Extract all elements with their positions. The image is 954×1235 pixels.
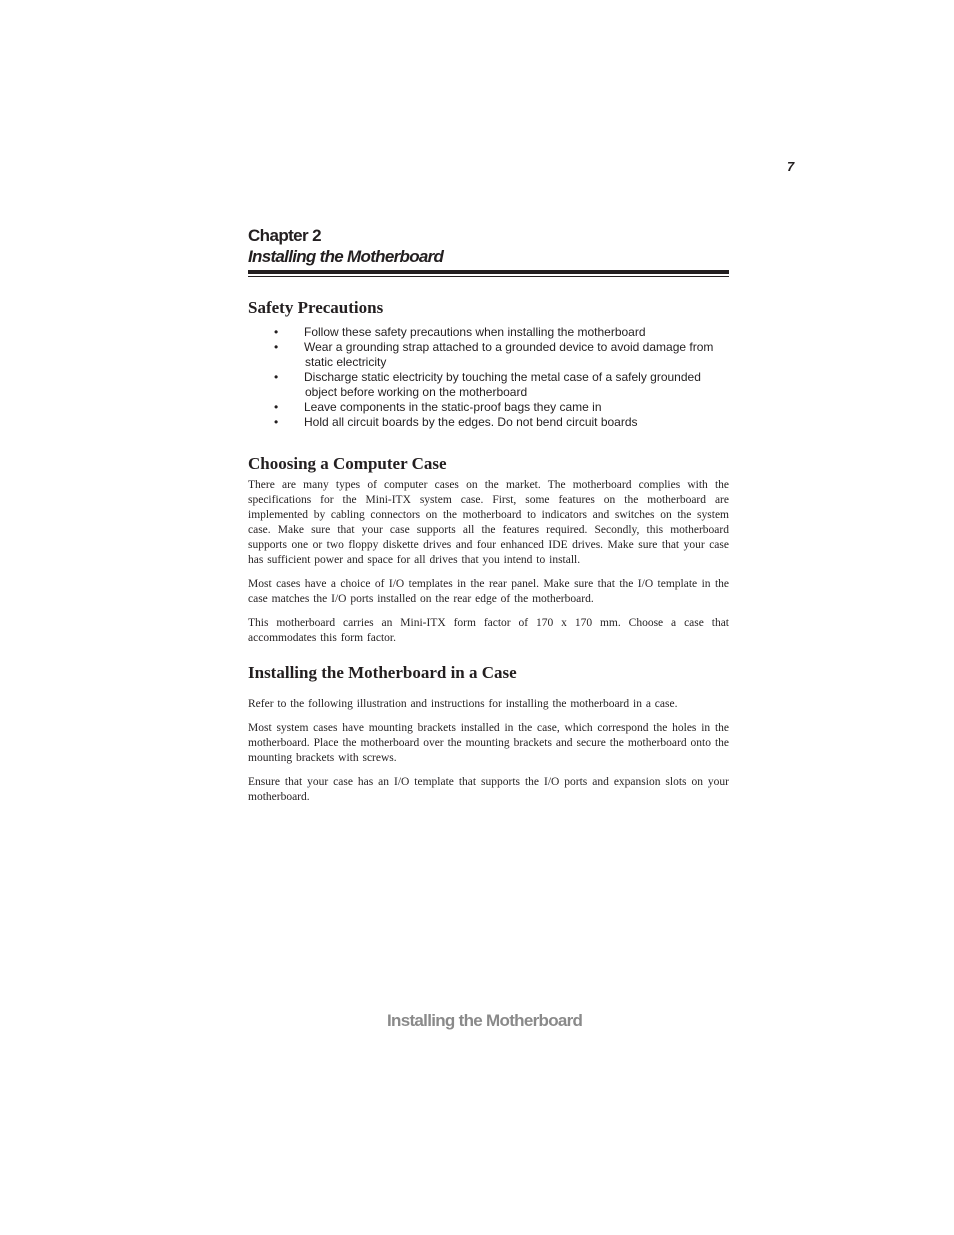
- footer-title: Installing the Motherboard: [387, 1011, 583, 1030]
- install-paragraph: Most system cases have mounting brackets installed in the case, which correspond the holes in the motherboard. Place the motherboard over the mounting brackets and secure the motherboard onto the mounting brackets with screws.: [248, 722, 729, 764]
- chapter-rule-thick: [248, 270, 729, 274]
- chapter-title: Installing the Motherboard: [248, 247, 444, 266]
- safety-heading: Safety Precautions: [248, 298, 384, 317]
- list-item-continuation: object before working on the motherboard: [305, 385, 528, 399]
- bullet-icon: •: [274, 400, 279, 414]
- bullet-icon: •: [274, 415, 279, 429]
- list-item: [248, 325, 729, 340]
- case-paragraph: There are many types of computer cases on the market. The motherboard complies with the specifications for the Mini-ITX system case. First, some features on the motherboard are implemented by cabling connectors on the motherboard to indicators and switches on the system case. Make sure that your case supports all the features required. Secondly, this motherboard supports one or two floppy diskette drives and four enhanced IDE drives. Make sure that your case has sufficient power and space for all drives that you intend to install.: [248, 479, 729, 566]
- case-paragraph: This motherboard carries an Mini-ITX form factor of 170 x 170 mm. Choose a case that accommodates this form factor.: [248, 617, 729, 644]
- safety-list: [248, 325, 729, 430]
- list-item-text: Leave components in the static-proof bags they came in: [304, 400, 602, 414]
- list-item-text: Follow these safety precautions when installing the motherboard: [304, 325, 646, 339]
- case-heading: Choosing a Computer Case: [248, 454, 447, 473]
- install-paragraph: Ensure that your case has an I/O template that supports the I/O ports and expansion slots on your motherboard.: [248, 776, 729, 803]
- list-item-text: Wear a grounding strap attached to a grounded device to avoid damage from: [304, 340, 714, 354]
- chapter-header: [248, 226, 729, 268]
- chapter-rule-thin: [248, 276, 729, 277]
- list-item-text: Hold all circuit boards by the edges. Do not bend circuit boards: [304, 415, 638, 429]
- list-item-continuation: static electricity: [305, 355, 387, 369]
- bullet-icon: •: [274, 370, 279, 384]
- bullet-icon: •: [274, 340, 279, 354]
- list-item: [248, 400, 729, 415]
- list-item: [248, 340, 729, 370]
- page-content: [248, 297, 729, 805]
- case-paragraph: Most cases have a choice of I/O templates in the rear panel. Make sure that the I/O template in the case matches the I/O ports installed on the rear edge of the motherboard.: [248, 578, 729, 605]
- bullet-icon: •: [274, 325, 279, 339]
- page-number: 7: [787, 159, 795, 174]
- list-item: [248, 370, 729, 400]
- chapter-label: Chapter 2: [248, 226, 322, 245]
- install-heading: Installing the Motherboard in a Case: [248, 663, 517, 682]
- install-paragraph: Refer to the following illustration and instructions for installing the motherboard in a case.: [248, 698, 678, 710]
- list-item: [248, 415, 729, 430]
- list-item-text: Discharge static electricity by touching the metal case of a safely grounded: [304, 370, 701, 384]
